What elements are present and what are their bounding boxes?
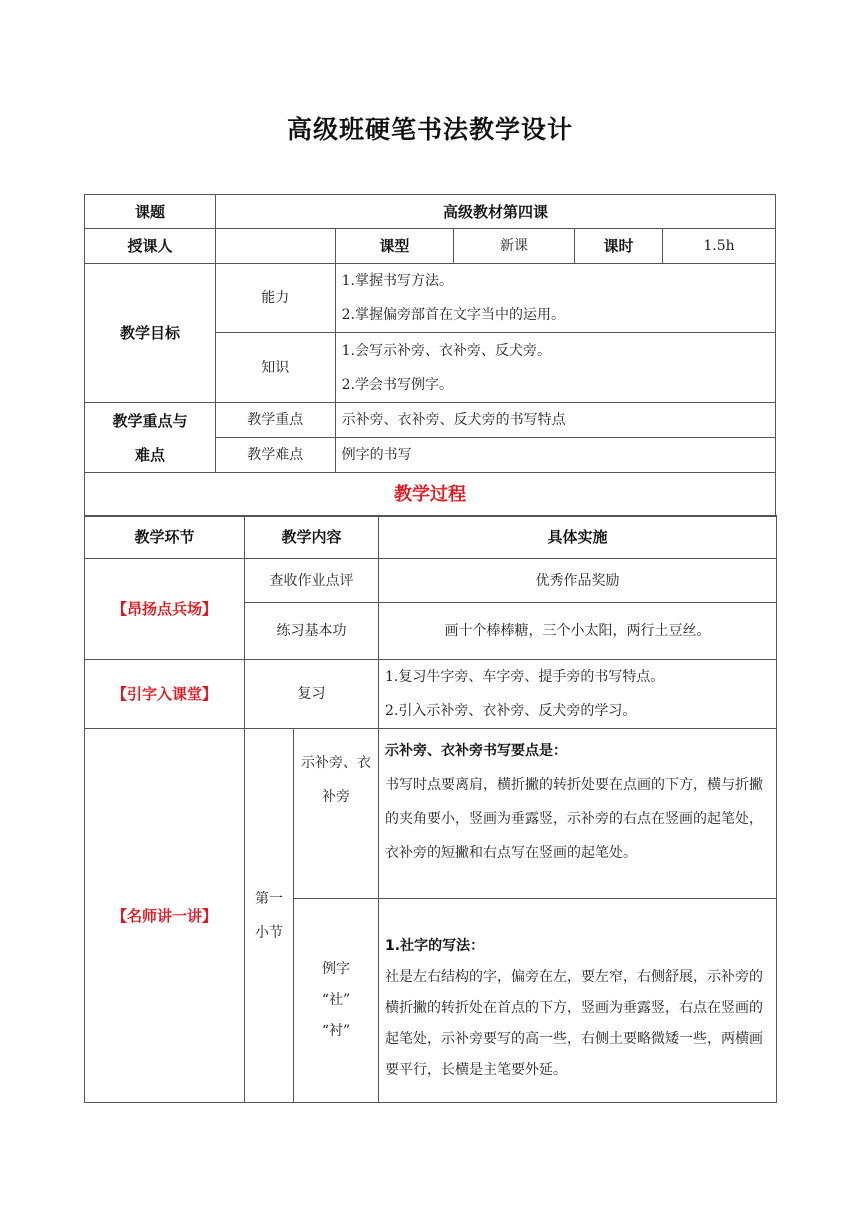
section-label-line: 小节 bbox=[255, 924, 283, 941]
knowledge-label: 知识 bbox=[215, 333, 335, 403]
topic1-text: 书写时点要离肩，横折撇的转折处要在点画的下方，横与折撇的夹角要小，竖画为垂露竖，示补旁的右点在竖画的起笔处，衣补旁的短撇和右点写在竖画的起笔处。 bbox=[385, 777, 764, 861]
topic2-detail bbox=[379, 899, 777, 1103]
topic1-heading: 示补旁、衣补旁书写要点是： bbox=[385, 743, 568, 759]
teacher-value bbox=[215, 229, 335, 264]
stage2-items bbox=[379, 660, 777, 729]
topic2-label bbox=[294, 899, 379, 1103]
knowledge-items bbox=[335, 333, 775, 403]
stage2-item: 1.复习牛字旁、车字旁、提手旁的书写特点。 bbox=[385, 669, 665, 685]
focus-label: 教学重点 bbox=[215, 403, 335, 438]
stage2-name: 【引字入课堂】 bbox=[85, 660, 245, 729]
section-label-line: 第一 bbox=[255, 890, 283, 907]
hours-value: 1.5h bbox=[663, 229, 776, 264]
stage3-section bbox=[245, 729, 294, 1103]
topic2-label-line: “衬” bbox=[321, 1023, 351, 1039]
type-value: 新课 bbox=[454, 229, 575, 264]
stage1-detail: 优秀作品奖励 bbox=[379, 559, 777, 603]
ability-items bbox=[335, 264, 775, 333]
stage2-content: 复习 bbox=[245, 660, 379, 729]
keypoints-label-line: 难点 bbox=[134, 445, 165, 464]
ability-label: 能力 bbox=[215, 264, 335, 333]
topic1-label-line: 补旁 bbox=[322, 789, 350, 805]
ability-item: 1.掌握书写方法。 bbox=[341, 273, 453, 289]
type-label: 课型 bbox=[335, 229, 454, 264]
topic2-heading: 1.社字的写法： bbox=[385, 938, 485, 954]
topic1-label-line: 示补旁、衣 bbox=[301, 755, 371, 771]
keypoints-label-line: 教学重点与 bbox=[112, 411, 188, 430]
process-table bbox=[84, 515, 777, 1103]
topic2-label-line: 例字 bbox=[322, 961, 350, 977]
stage1-content: 查收作业点评 bbox=[245, 559, 379, 603]
header-content: 教学内容 bbox=[245, 516, 379, 559]
topic-value: 高级教材第四课 bbox=[215, 195, 775, 229]
goals-label: 教学目标 bbox=[85, 264, 216, 403]
knowledge-item: 1.会写示补旁、衣补旁、反犬旁。 bbox=[341, 342, 551, 359]
ability-item: 2.掌握偏旁部首在文字当中的运用。 bbox=[341, 307, 565, 323]
header-detail: 具体实施 bbox=[379, 516, 777, 559]
topic-label: 课题 bbox=[85, 195, 216, 229]
topic1-detail bbox=[379, 729, 777, 899]
teacher-label: 授课人 bbox=[85, 229, 216, 264]
stage1-detail: 画十个棒棒糖，三个小太阳，两行土豆丝。 bbox=[379, 603, 777, 660]
difficulty-value: 例字的书写 bbox=[335, 438, 775, 473]
difficulty-label: 教学难点 bbox=[215, 438, 335, 473]
keypoints-label bbox=[85, 403, 216, 473]
stage3-name: 【名师讲一讲】 bbox=[85, 729, 245, 1103]
topic2-label-line: “社” bbox=[321, 992, 351, 1008]
topic1-label bbox=[294, 729, 379, 899]
header-stage: 教学环节 bbox=[85, 516, 245, 559]
stage1-name: 【昂扬点兵场】 bbox=[85, 559, 245, 660]
stage1-content: 练习基本功 bbox=[245, 603, 379, 660]
stage2-item: 2.引入示补旁、衣补旁、反犬旁的学习。 bbox=[385, 703, 637, 719]
lesson-info-table bbox=[84, 194, 776, 517]
process-heading: 教学过程 bbox=[85, 473, 776, 517]
hours-label: 课时 bbox=[574, 229, 662, 264]
focus-value: 示补旁、衣补旁、反犬旁的书写特点 bbox=[335, 403, 775, 438]
knowledge-item: 2.学会书写例字。 bbox=[341, 376, 453, 393]
topic2-text: 社是左右结构的字，偏旁在左，要左窄，右侧舒展，示补旁的横折撇的转折处在首点的下方，竖画为垂露竖，右点在竖画的起笔处，示补旁要写的高一些，右侧土要略微矮一些，两横画要平行，长横是主笔要外延。 bbox=[385, 969, 764, 1078]
document-title: 高级班硬笔书法教学设计 bbox=[286, 115, 573, 144]
